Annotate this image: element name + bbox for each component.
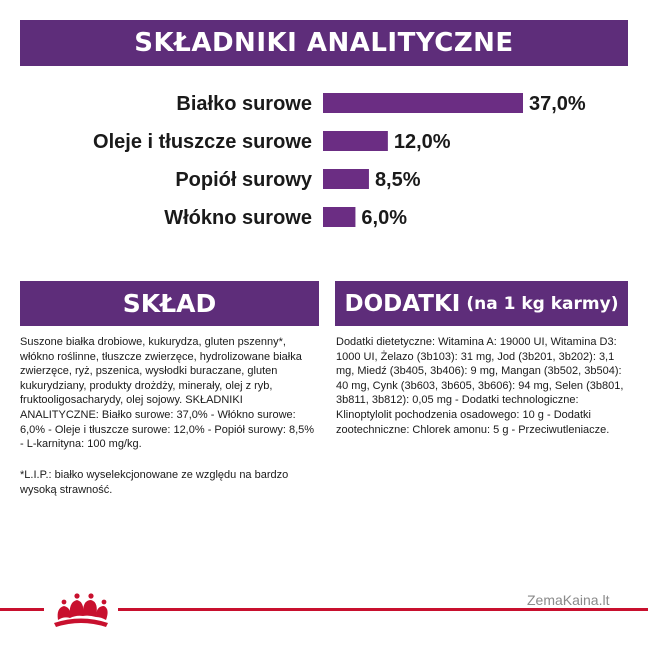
footer-line-right — [118, 608, 648, 611]
analytical-components-chart — [0, 80, 648, 250]
value-label: 37,0% — [529, 93, 586, 115]
category-label: Włókno surowe — [164, 207, 312, 229]
additives-title: DODATKI — [344, 290, 461, 317]
bar — [323, 207, 355, 227]
analytical-components-banner — [20, 20, 628, 66]
additives-subtitle: (na 1 kg karmy) — [466, 293, 619, 314]
additives-banner — [335, 281, 628, 326]
analytical-components-title: SKŁADNIKI ANALITYCZNE — [134, 28, 514, 58]
composition-footnote: *L.I.P.: białko wyselekcjonowane ze względu na bardzo wysoką strawność. — [20, 469, 289, 496]
category-label: Oleje i tłuszcze surowe — [93, 131, 312, 153]
bar — [323, 93, 523, 113]
category-label: Białko surowe — [176, 93, 312, 115]
value-label: 8,5% — [374, 169, 421, 191]
footer-line-left — [0, 608, 44, 611]
bar — [323, 169, 369, 189]
value-label: 6,0% — [361, 207, 408, 229]
bar — [323, 131, 388, 151]
watermark-text: ZemaKaina.lt — [527, 592, 610, 608]
composition-text: Suszone białka drobiowe, kukurydza, gluten pszenny*, włókno roślinne, tłuszcze zwierzęce, hydrolizowane białka zwierzęce, ryż, pszenica, wysłodki buraczane, gluten kukurydziany, produkty drożdży, minerały, olej z ryb, fruktooligosacharydy, olej sojowy. SKŁADNIKI ANALITYCZNE: Białko surowe: 37,0% - Włókno surowe: 6,0% - Oleje i tłuszcze surowe: 12,0% - Popiół surowy: 8,5% - L-karnityna: 100 mg/kg. — [20, 336, 315, 451]
composition-banner — [20, 281, 319, 326]
composition-title: SKŁAD — [122, 289, 217, 318]
additives-text: Dodatki dietetyczne: Witamina A: 19000 UI, Witamina D3: 1000 UI, Żelazo (3b103): 31 mg, Jod (3b201, 3b202): 3,1 mg, Miedź (3b405, 3b406): 9 mg, Mangan (3b502, 3b504): 40 mg, Cynk (3b603, 3b605, 3b606): 94 mg, Selen (3b801, 3b811, 3b812): 0,05 mg - Dodatki technologiczne: Klinoptylolit pochodzenia osadowego: 10 g - Dodatki zootechniczne: Chlorek amonu: 5 g - Przeciwutleniacze. — [336, 336, 624, 436]
crown-logo-icon — [46, 592, 116, 628]
value-label: 12,0% — [393, 131, 451, 153]
category-label: Popiół surowy — [175, 169, 312, 191]
